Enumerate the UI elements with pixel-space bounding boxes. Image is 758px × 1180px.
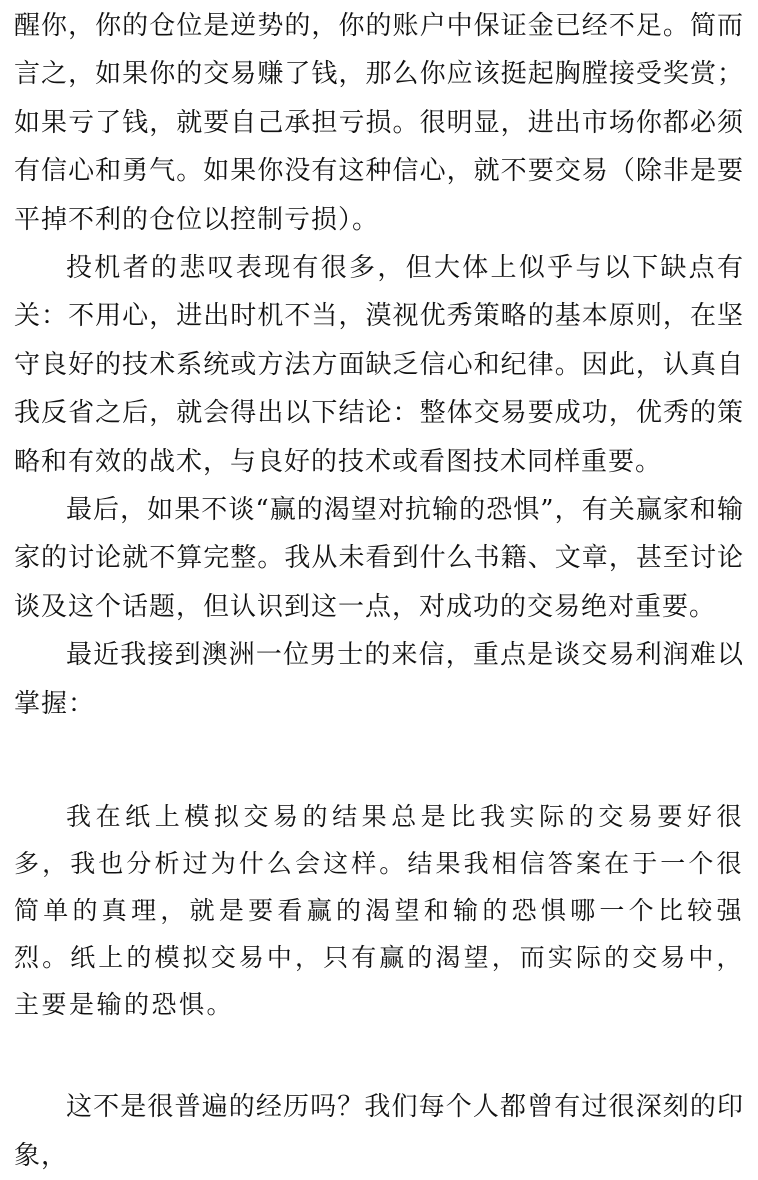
paragraph-4: 最近我接到澳洲一位男士的来信，重点是谈交易利润难以掌握： [14, 640, 744, 719]
paragraph-2: 投机者的悲叹表现有很多，但大体上似乎与以下缺点有关：不用心，进出时机不当，漠视优秀策略的基本原则，在坚守良好的技术系统或方法方面缺乏信心和纪律。因此，认真自我反省之后，就会得出以下结论：整体交易要成功，优秀的策略和有效的战术，与良好的技术或看图技术同样重要。 [14, 253, 744, 477]
paragraph-5: 这不是很普遍的经历吗？我们每个人都曾有过很深刻的印象， [14, 1092, 744, 1171]
quoted-letter-text: 我在纸上模拟交易的结果总是比我实际的交易要好很多，我也分析过为什么会这样。结果我相信答案在于一个很简单的真理，就是要看赢的渴望和输的恐惧哪一个比较强烈。纸上的模拟交易中，只有赢的渴望，而实际的交易中，主要是输的恐惧。 [14, 802, 744, 1020]
paragraph-3: 最后，如果不谈“赢的渴望对抗输的恐惧”，有关赢家和输家的讨论就不算完整。我从未看到什么书籍、文章，甚至讨论谈及这个话题，但认识到这一点，对成功的交易绝对重要。 [14, 495, 744, 622]
quoted-letter [14, 793, 744, 1028]
paragraph-1: 醒你，你的仓位是逆势的，你的账户中保证金已经不足。简而言之，如果你的交易赚了钱，那么你应该挺起胸膛接受奖赏；如果亏了钱，就要自己承担亏损。很明显，进出市场你都必须有信心和勇气。如果你没有这种信心，就不要交易（除非是要平掉不利的仓位以控制亏损）。 [14, 11, 744, 235]
